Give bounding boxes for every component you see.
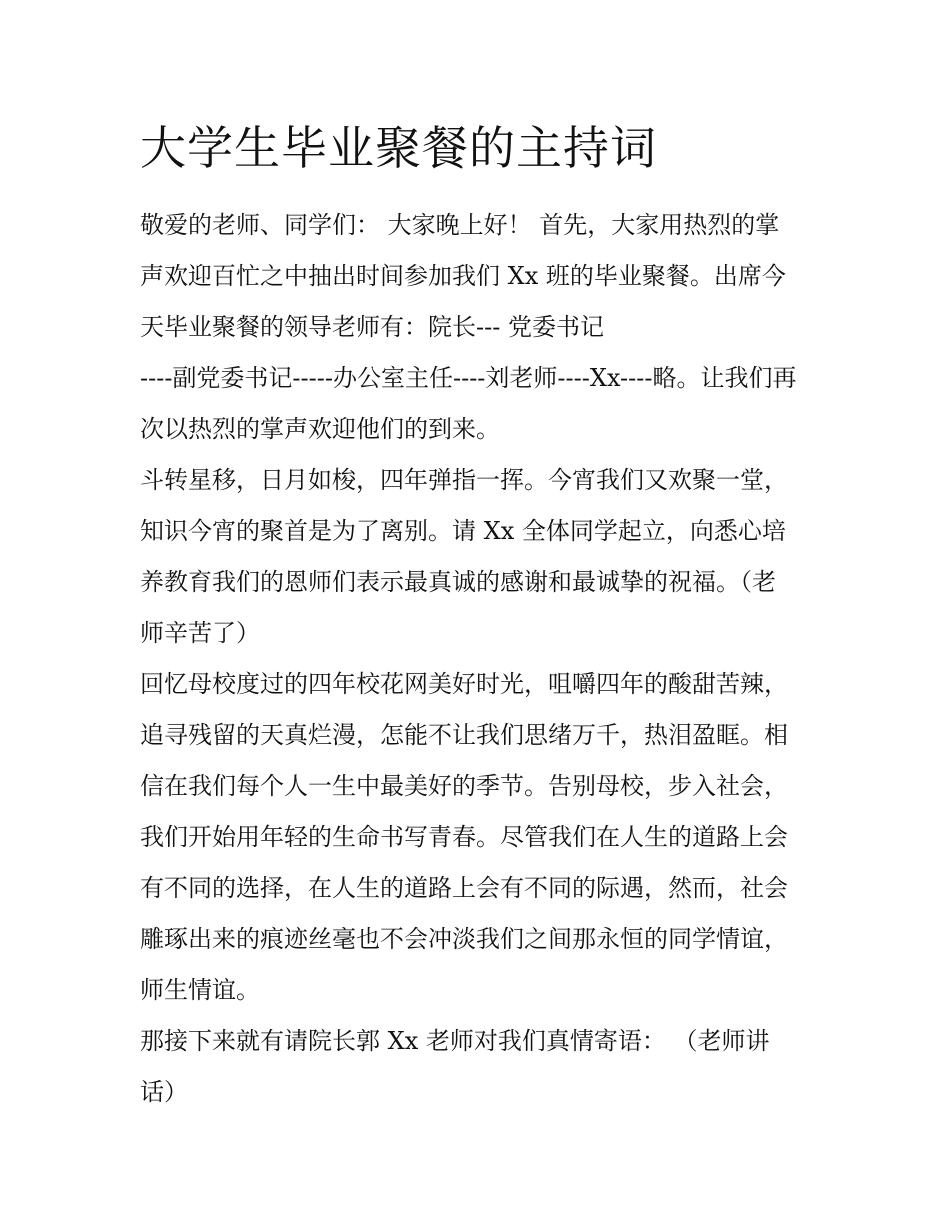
text-line: 斗转星移，日月如梭，四年弹指一挥。今宵我们又欢聚一堂， bbox=[140, 466, 788, 494]
text-line: 信在我们每个人一生中最美好的季节。告别母校，步入社会， bbox=[140, 772, 788, 800]
text-line: 知识今宵的聚首是为了离别。请 Xx 全体同学起立，向悉心培 bbox=[140, 517, 786, 545]
text-line: 话） bbox=[140, 1078, 188, 1106]
text-line: 天毕业聚餐的领导老师有：院长--- 党委书记 bbox=[140, 313, 604, 341]
text-line: 那接下来就有请院长郭 Xx 老师对我们真情寄语： （老师讲 bbox=[140, 1027, 770, 1055]
document-page bbox=[140, 118, 820, 1118]
document-body bbox=[140, 200, 820, 1118]
text-line: 追寻残留的天真烂漫，怎能不让我们思绪万千，热泪盈眶。相 bbox=[140, 721, 788, 749]
text-line: 师生情谊。 bbox=[140, 976, 260, 1004]
text-line: 养教育我们的恩师们表示最真诚的感谢和最诚挚的祝福。（老 bbox=[140, 568, 776, 596]
text-line: 敬爱的老师、同学们： 大家晚上好！ 首先，大家用热烈的掌 bbox=[140, 211, 780, 239]
text-line: 有不同的选择，在人生的道路上会有不同的际遇，然而，社会 bbox=[140, 874, 788, 902]
text-line: 我们开始用年轻的生命书写青春。尽管我们在人生的道路上会 bbox=[140, 823, 788, 851]
text-line: 雕琢出来的痕迹丝毫也不会冲淡我们之间那永恒的同学情谊， bbox=[140, 925, 788, 953]
text-line: 回忆母校度过的四年校花网美好时光，咀嚼四年的酸甜苦辣， bbox=[140, 670, 788, 698]
text-line: 次以热烈的掌声欢迎他们的到来。 bbox=[140, 415, 500, 443]
text-line: 师辛苦了） bbox=[140, 619, 260, 647]
document-title: 大学生毕业聚餐的主持词 bbox=[140, 121, 657, 175]
text-line: 声欢迎百忙之中抽出时间参加我们 Xx 班的毕业聚餐。出席今 bbox=[140, 262, 786, 290]
text-line: ----副党委书记-----办公室主任----刘老师----Xx----略。让我们再 bbox=[140, 364, 797, 392]
